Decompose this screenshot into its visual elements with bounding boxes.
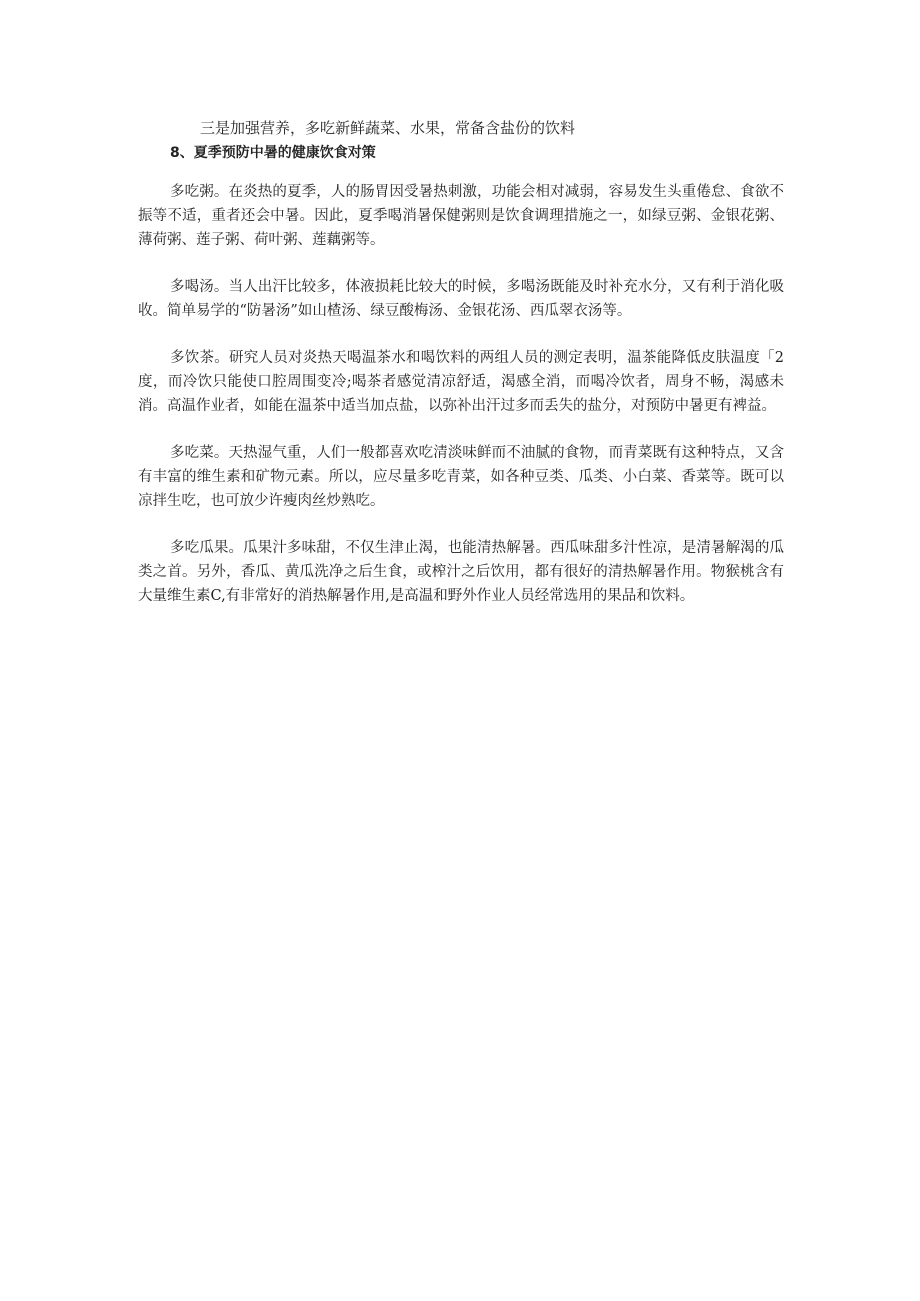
section-heading: 8、夏季预防中暑的健康饮食对策 <box>170 145 376 161</box>
paragraph-soup: 多喝汤。当人出汗比较多，体液损耗比较大的时候，多喝汤既能及时补充水分，又有利于消化吸收。简单易学的“防暑汤”如山楂汤、绿豆酸梅汤、金银花汤、西瓜翠衣汤等。 <box>138 279 784 319</box>
paragraph-vegetables: 多吃菜。天热湿气重，人们一般都喜欢吃清淡味鲜而不油腻的食物，而青菜既有这种特点，又含有丰富的维生素和矿物元素。所以，应尽量多吃青菜，如各种豆类、瓜类、小白菜、香菜等。既可以凉拌生吃，也可放少许瘦肉丝炒熟吃。 <box>138 445 784 509</box>
document-body <box>138 116 784 608</box>
intro-line: 三是加强营养，多吃新鲜蔬菜、水果，常备含盐份的饮料 <box>200 119 576 137</box>
paragraph-fruits: 多吃瓜果。瓜果汁多味甜，不仅生津止渴，也能清热解暑。西瓜味甜多汁性凉，是清暑解渴的瓜类之首。另外，香瓜、黄瓜洗净之后生食，或榨汁之后饮用，都有很好的清热解暑作用。物猴桃含有大量维生素C,有非常好的消热解暑作用,是高温和野外作业人员经常选用的果品和饮料。 <box>138 540 784 604</box>
paragraph-tea: 多饮茶。研究人员对炎热天喝温茶水和喝饮料的两组人员的测定表明，温茶能降低皮肤温度「2度，而冷饮只能使口腔周围变冷;喝茶者感觉清凉舒适，渴感全消，而喝冷饮者，周身不畅，渴感未消。高温作业者，如能在温茶中适当加点盐，以弥补出汗过多而丢失的盐分，对预防中暑更有裨益。 <box>138 350 784 414</box>
paragraph-porridge: 多吃粥。在炎热的夏季，人的肠胃因受暑热刺激，功能会相对减弱，容易发生头重倦怠、食欲不振等不适，重者还会中暑。因此，夏季喝消暑保健粥则是饮食调理措施之一，如绿豆粥、金银花粥、薄荷粥、莲子粥、荷叶粥、莲藕粥等。 <box>138 184 784 248</box>
